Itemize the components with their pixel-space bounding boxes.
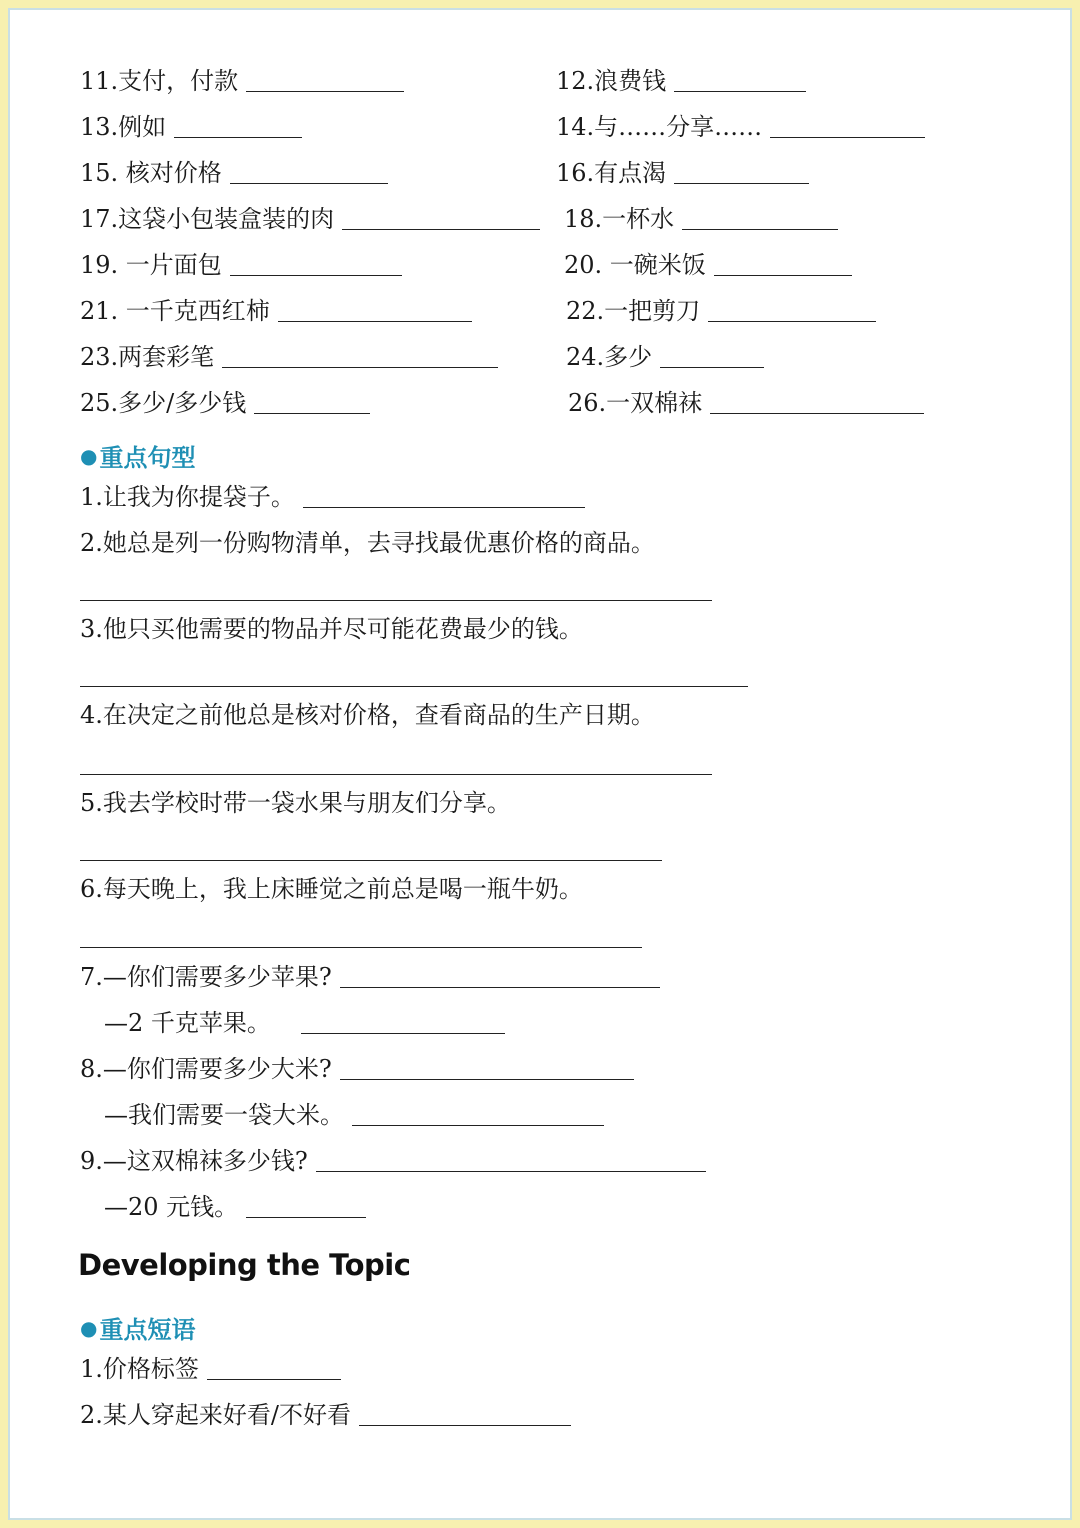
- vocab-item-11: 11.支付，付款: [80, 50, 404, 96]
- phrase-item-2: 2.某人穿起来好看/不好看: [80, 1400, 571, 1430]
- vocab-item-22: 22.一把剪刀: [566, 280, 876, 326]
- sentence-item-2: 2.她总是列一份购物清单，去寻找最优惠价格的商品。: [80, 529, 655, 557]
- answer-blank[interactable]: [174, 113, 302, 138]
- answer-blank[interactable]: [770, 113, 925, 138]
- answer-line[interactable]: [80, 774, 712, 775]
- sentence-item-7: 7.—你们需要多少苹果?: [80, 962, 660, 992]
- bullet-dot-icon: ●: [80, 443, 98, 468]
- answer-blank[interactable]: [246, 67, 404, 92]
- answer-blank[interactable]: [674, 67, 806, 92]
- vocab-row: [10, 234, 1072, 280]
- vocab-item-26: 26.一双棉袜: [568, 372, 924, 418]
- answer-blank[interactable]: [340, 1055, 634, 1080]
- vocab-row: [10, 50, 1072, 96]
- vocab-item-23: 23.两套彩笔: [80, 326, 498, 372]
- answer-blank[interactable]: [714, 251, 852, 276]
- bullet-dot-icon: ●: [80, 1315, 98, 1340]
- sentence-item-3: 3.他只买他需要的物品并尽可能花费最少的钱。: [80, 615, 583, 643]
- section-heading-sentences: ● 重点句型: [80, 443, 196, 472]
- sentence-item-8: 8.—你们需要多少大米?: [80, 1054, 634, 1084]
- sentence-item-4: 4.在决定之前他总是核对价格，查看商品的生产日期。: [80, 701, 655, 729]
- vocab-item-13: 13.例如: [80, 96, 302, 142]
- vocab-row: [10, 142, 1072, 188]
- answer-line[interactable]: [80, 686, 748, 687]
- vocab-item-19: 19. 一片面包: [80, 234, 402, 280]
- vocab-item-17: 17.这袋小包装盒装的肉: [80, 188, 540, 234]
- sentence-item-9: 9.—这双棉袜多少钱?: [80, 1146, 706, 1176]
- answer-blank[interactable]: [303, 483, 585, 508]
- vocab-row: [10, 280, 1072, 326]
- answer-blank[interactable]: [316, 1147, 706, 1172]
- worksheet-page: [8, 8, 1072, 1520]
- answer-line[interactable]: [80, 600, 712, 601]
- answer-blank[interactable]: [710, 389, 924, 414]
- vocab-item-21: 21. 一千克西红柿: [80, 280, 472, 326]
- vocab-item-24: 24.多少: [566, 326, 764, 372]
- answer-blank[interactable]: [342, 205, 540, 230]
- answer-blank[interactable]: [207, 1355, 341, 1380]
- vocab-item-12: 12.浪费钱: [556, 50, 806, 96]
- sentence-item-8-reply: —我们需要一袋大米。: [104, 1100, 604, 1130]
- vocab-row: [10, 372, 1072, 418]
- sentence-item-1: 1.让我为你提袋子。: [80, 482, 585, 512]
- vocab-item-25: 25.多少/多少钱: [80, 372, 370, 418]
- answer-blank[interactable]: [340, 963, 660, 988]
- answer-blank[interactable]: [230, 251, 402, 276]
- vocab-row: [10, 96, 1072, 142]
- sentence-item-9-reply: —20 元钱。: [104, 1192, 366, 1222]
- phrase-item-1: 1.价格标签: [80, 1354, 341, 1384]
- vocab-item-14: 14.与……分享……: [556, 96, 925, 142]
- answer-blank[interactable]: [278, 297, 472, 322]
- section-title-developing: Developing the Topic: [78, 1248, 411, 1282]
- answer-blank[interactable]: [352, 1101, 604, 1126]
- vocab-item-20: 20. 一碗米饭: [564, 234, 852, 280]
- answer-blank[interactable]: [301, 1009, 505, 1034]
- answer-blank[interactable]: [674, 159, 809, 184]
- answer-blank[interactable]: [359, 1401, 571, 1426]
- answer-blank[interactable]: [254, 389, 370, 414]
- vocab-row: [10, 326, 1072, 372]
- sentence-item-5: 5.我去学校时带一袋水果与朋友们分享。: [80, 789, 511, 817]
- vocab-row: [10, 188, 1072, 234]
- sentence-item-7-reply: —2 千克苹果。: [104, 1008, 505, 1038]
- answer-blank[interactable]: [246, 1193, 366, 1218]
- answer-blank[interactable]: [708, 297, 876, 322]
- answer-blank[interactable]: [660, 343, 764, 368]
- vocab-item-16: 16.有点渴: [556, 142, 809, 188]
- answer-blank[interactable]: [682, 205, 838, 230]
- answer-blank[interactable]: [230, 159, 388, 184]
- vocab-item-15: 15. 核对价格: [80, 142, 388, 188]
- answer-line[interactable]: [80, 947, 642, 948]
- sentence-item-6: 6.每天晚上，我上床睡觉之前总是喝一瓶牛奶。: [80, 875, 583, 903]
- section-heading-phrases: ● 重点短语: [80, 1315, 196, 1344]
- answer-line[interactable]: [80, 860, 662, 861]
- vocab-item-18: 18.一杯水: [564, 188, 838, 234]
- answer-blank[interactable]: [222, 343, 498, 368]
